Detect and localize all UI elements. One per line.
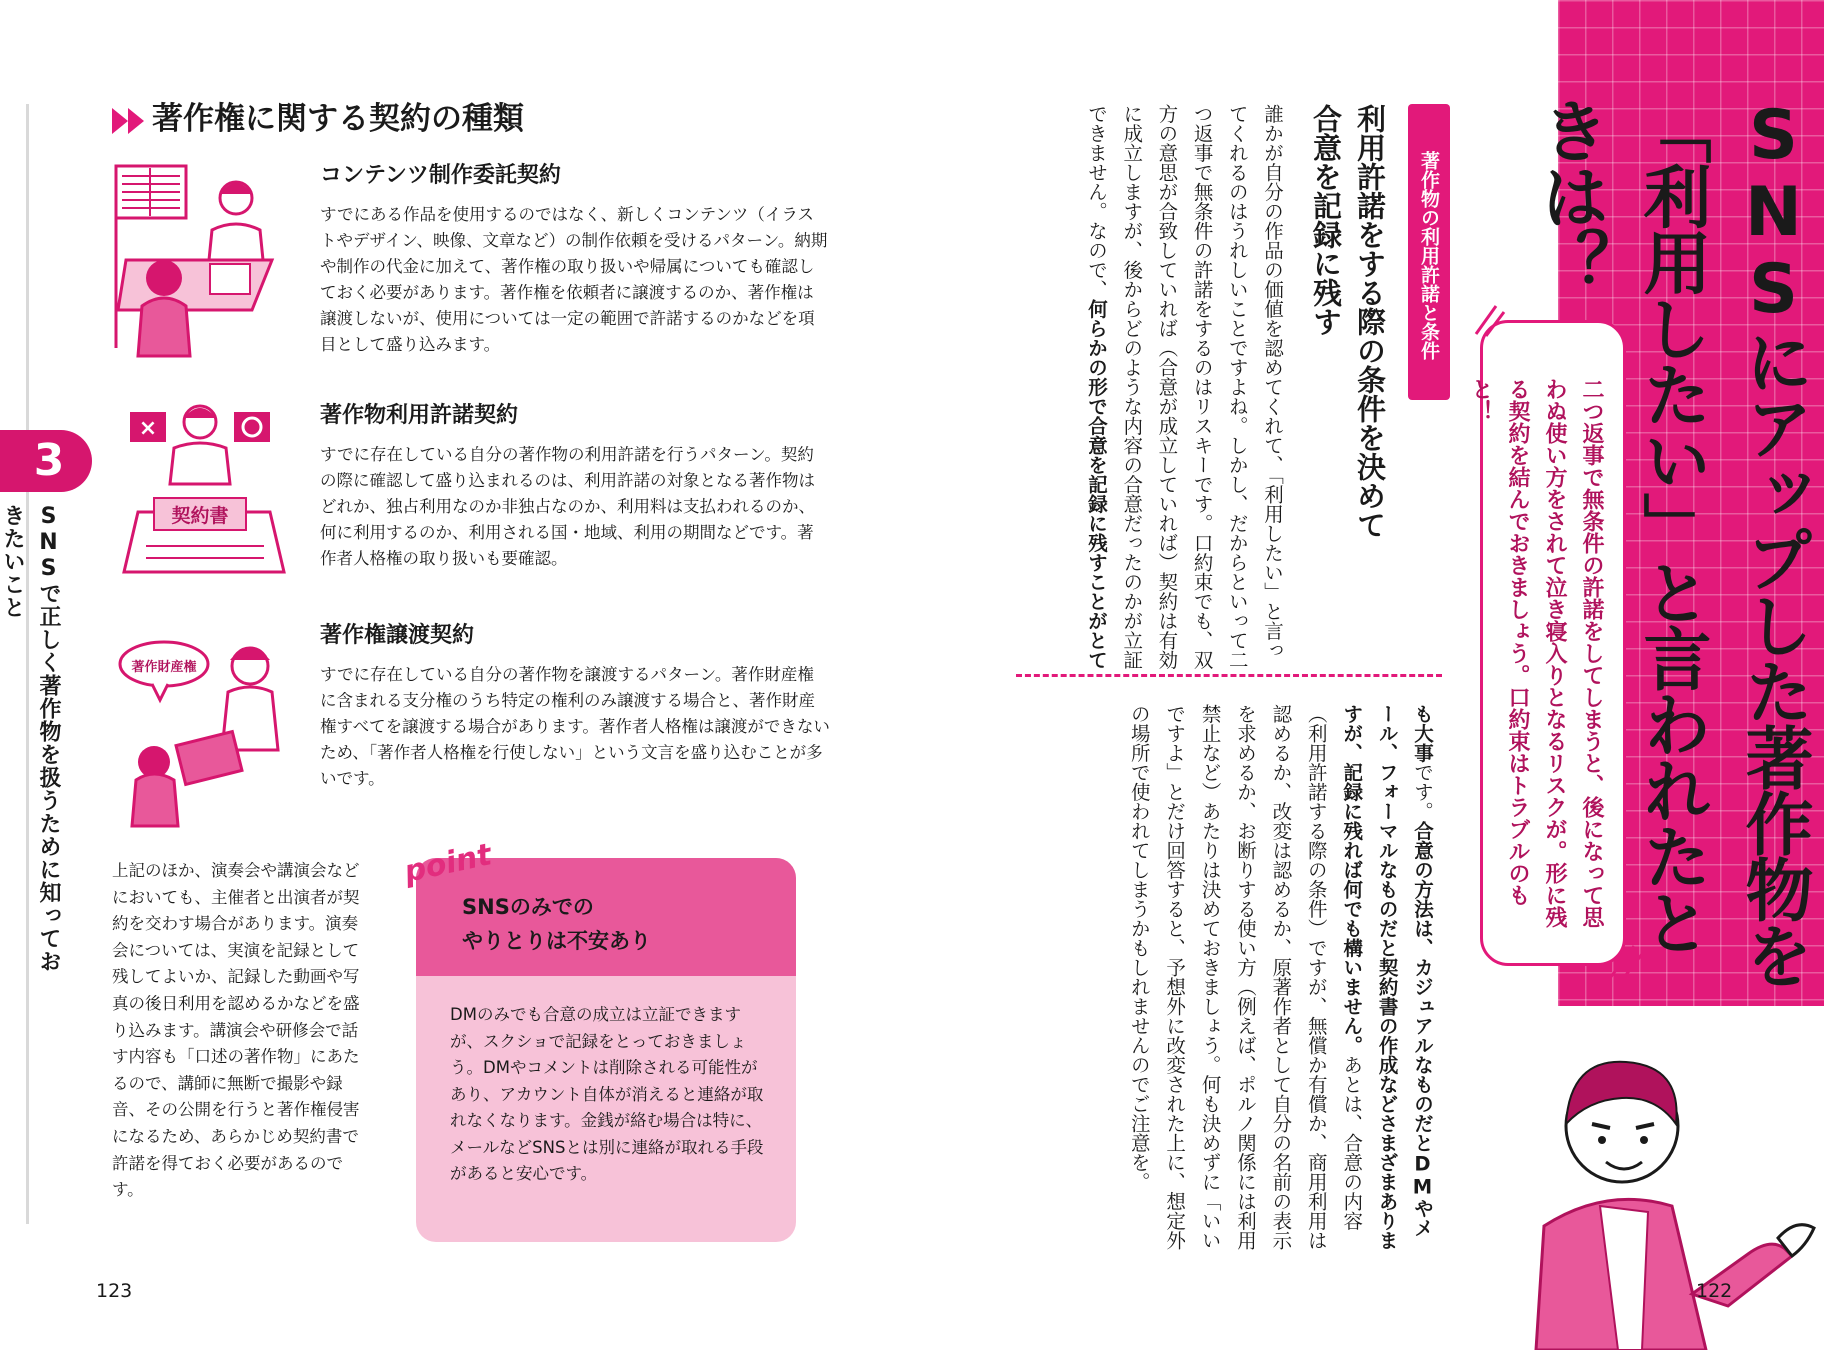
page-number-right: 122 (1696, 1280, 1733, 1302)
point-label: point (401, 837, 495, 890)
body-text-bottom-normal-1: です。 (1411, 762, 1434, 821)
svg-text:×: × (138, 416, 158, 441)
bubble-spark-icon (1470, 300, 1510, 340)
point-body: DMのみでも合意の成立は立証できますが、スクショで記録をとっておきましょう。DMやコメントは削除される可能性があり、アカウント自体が消えると連絡が取れなくなります。金銭が絡む場合は特に、メールなどSNSとは別に連絡が取れる手段があると安心です。 (450, 1005, 764, 1183)
body-text-bottom (1050, 704, 1440, 1250)
entry-body-license: すでに存在している自分の著作物の利用許諾を行うパターン。契約の際に確認して盛り込まれるのは、利用許諾の対象となる著作物はどれか、独占利用なのか非独占なのか、利用料は支払われるのか、何に利用するのか、利用される国・地域、利用の期間などです。著作者人格権の取り扱いも要確認。 (320, 445, 815, 568)
presenter-illustration (1496, 1006, 1824, 1350)
contract-meeting-illustration (112, 160, 284, 360)
chapter-number: 3 (33, 435, 65, 486)
contract-doc-label: 契約書 (171, 505, 229, 527)
body-text-bottom-bold-2: 合意の方法は、カジュアルなものだとDMやメール、フォーマルなものだと契約書の作成などさまざまありますが、記録に残れば何でも構いません。 (1340, 704, 1434, 1250)
page-title: SNSにアップした著作物を「利用したい」と言われたときは？ (1530, 96, 1813, 987)
entry-title-transfer: 著作権譲渡契約 (320, 623, 475, 648)
entry-body-content-commission: すでにある作品を使用するのではなく、新しくコンテンツ（イラストやデザイン、映像、文章など）の制作依頼を受けるパターン。納期や制作の代金に加えて、著作権の取り扱いや帰属についても確認しておく必要があります。著作権を依頼者に譲渡するのか、著作権は譲渡しないが、使用については一定の範囲で許諾するのかなどを項目として盛り込みます。 (320, 205, 828, 354)
copyright-property-label: 著作財産権 (131, 660, 197, 675)
dashed-divider (1016, 674, 1442, 677)
body-text-top-bold: 何らかの形で合意を記録に残すことがとて (1084, 299, 1108, 670)
point-title-line-2: やりとりは不安あり (462, 929, 651, 953)
chapter-title: SNSで正しく著作物を扱うために知っておきたいこと (0, 504, 61, 973)
page-number-left: 123 (96, 1280, 133, 1302)
subheading: 利用許諾をする際の条件を決めて合意を記録に残す (1309, 104, 1387, 539)
entry-body-transfer: すでに存在している自分の著作物を譲渡するパターン。著作財産権に含まれる支分権のうち特定の権利のみ譲渡する場合と、著作財産権すべてを譲渡する場合があります。著作者人格権は譲渡ができないため、「著作者人格権を行使しない」という文言を盛り込むことが多いです。 (320, 665, 830, 788)
supplementary-text: 上記のほか、演奏会や講演会などにおいても、主催者と出演者が契約を交わす場合があります。演奏会については、実演を記録として残してよいか、記録した動画や写真の後日利用を認めるかなどを盛り込みます。講演会や研修会で話す内容も「口述の著作物」にあたるので、講師に無断で撮影や録音、その公開を行うと著作権侵害になるため、あらかじめ契約書で許諾を得ておく必要があるのです。 (112, 861, 360, 1200)
body-text-bottom-bold-1: も大事 (1411, 704, 1434, 763)
side-rule (26, 104, 29, 1224)
body-text-bottom-normal-2: あとは、合意の内容（利用許諾する際の条件）ですが、無償か有償か、商用利用は認めるか、改変は認めるか、原著作者として自分の名前の表示を求めるか、お断りする使い方（例えば、ポルノ関係には利用禁止など）あたりは決めておきましょう。何も決めずに「いいですよ」とだけ回答すると、予想外に改変された上に、想定外の場所で使われてしまうかもしれませんのでご注意を。 (1127, 704, 1364, 1250)
section-heading: 著作権に関する契約の種類 (152, 101, 524, 137)
topic-tab-label: 著作物の利用許諾と条件 (1418, 150, 1440, 360)
point-title-line-1: SNSのみでの (462, 895, 594, 919)
entry-title-content-commission: コンテンツ制作委託契約 (320, 163, 561, 188)
point-title (462, 890, 762, 958)
double-arrow-icon (110, 106, 150, 136)
speech-bubble-text: 二つ返事で無条件の許諾をしてしまうと、後になって思わぬ使い方をされて泣き寝入りとなるリスクが。形に残る契約を結んでおきましょう。口約束はトラブルのもと！ (1468, 378, 1604, 928)
bubble-spark-icon (1604, 940, 1648, 984)
entry-title-license: 著作物利用許諾契約 (320, 403, 519, 428)
body-text-top (1008, 104, 1290, 672)
license-contract-illustration (120, 392, 288, 588)
body-text-top-normal: 誰かが自分の作品の価値を認めてくれて、「利用したい」と言ってくれるのはうれしいことですよね。しかし、だからといって二つ返事で無条件の許諾をするのはリスキーです。口約束でも、双方の意思が合致していれば（合意が成立していれば）契約は有効に成立しますが、後からどのような内容の合意だったのかが立証できません。なので、 (1084, 104, 1284, 670)
